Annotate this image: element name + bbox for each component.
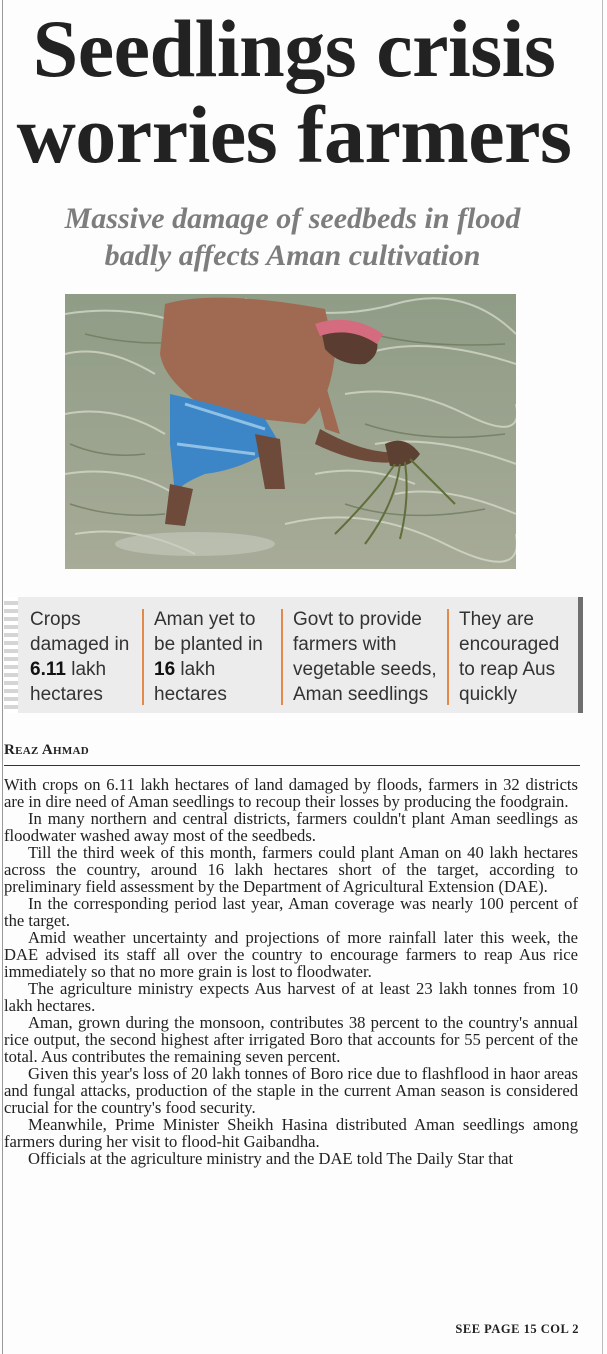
body-paragraph: Amid weather uncertainty and projections of more rainfall later this week, the DAE advised its staff all over the country to encourage farmers to reap Aus rice immediately so that no more grain is lost to floodwater.: [4, 928, 578, 981]
article-body: [4, 776, 578, 1167]
byline-rule: [4, 765, 580, 766]
fact-reap-aus: [459, 607, 571, 703]
headline-line-1: Seedlings crisis: [32, 3, 556, 94]
byline: Reaz Ahmad: [4, 742, 90, 758]
body-paragraph: In the corresponding period last year, Aman coverage was nearly 100 percent of the target.: [4, 894, 578, 930]
fact-separator: [447, 609, 449, 705]
farmer-photo-illustration: [65, 294, 516, 569]
body-paragraph: Officials at the agriculture ministry and the DAE told The Daily Star that: [28, 1149, 514, 1168]
headline: [0, 3, 588, 180]
subheadline-line-1: Massive damage of seedbeds in flood: [64, 202, 521, 235]
body-paragraph: Aman, grown during the monsoon, contributes 38 percent to the country's annual rice output, the second highest after irrigated Boro that accounts for 55 percent of the total. Aus contributes the remaining seven percent.: [4, 1013, 578, 1066]
fact-text: Crops damaged in: [30, 609, 130, 655]
headline-line-2: worries farmers: [16, 89, 572, 180]
fact-box-stripe: [4, 597, 18, 713]
body-paragraph: The agriculture ministry expects Aus harvest of at least 23 lakh tonnes from 10 lakh hectares.: [4, 979, 578, 1015]
fact-number: 16: [154, 659, 176, 680]
body-paragraph: Till the third week of this month, farmers could plant Aman on 40 lakh hectares across the country, around 16 lakh hectares short of the target, according to preliminary field assessment by the Department of Agricultural Extension (DAE).: [4, 843, 578, 896]
fact-text: Govt to provide farmers with vegetable seeds, Aman seedlings: [293, 609, 437, 705]
body-paragraph: Meanwhile, Prime Minister Sheikh Hasina distributed Aman seedlings among farmers during her visit to flood-hit Gaibandha.: [4, 1115, 578, 1151]
fact-text: lakh hectares: [30, 659, 107, 705]
body-paragraph: Given this year's loss of 20 lakh tonnes of Boro rice due to flashflood in haor areas and fungal attacks, production of the staple in the current Aman season is considered crucial for the country's food security.: [4, 1064, 578, 1117]
continuation-jump-line[interactable]: SEE PAGE 15 COL 2: [455, 1322, 579, 1336]
fact-govt-support: [293, 607, 445, 703]
fact-aman-unplanted: [154, 607, 274, 703]
subheadline: [0, 200, 585, 274]
fact-number: 6.11: [30, 659, 66, 680]
subheadline-line-2: badly affects Aman cultivation: [104, 239, 481, 272]
fact-crops-damaged: [30, 607, 136, 703]
page-right-rule: [602, 0, 603, 1354]
fact-box: [4, 597, 583, 713]
fact-separator: [281, 609, 283, 705]
body-paragraph: In many northern and central districts, farmers couldn't plant Aman seedlings as floodwater washed away most of the seedbeds.: [4, 809, 578, 845]
fact-text: lakh hectares: [154, 659, 227, 705]
body-paragraph: With crops on 6.11 lakh hectares of land damaged by floods, farmers in 32 districts are in dire need of Aman seedlings to recoup their losses by producing the foodgrain.: [4, 775, 578, 811]
fact-separator: [142, 609, 144, 705]
fact-text: They are encouraged to reap Aus quickly: [459, 609, 560, 705]
news-photo: [65, 294, 516, 569]
fact-text: Aman yet to be planted in: [154, 609, 263, 655]
